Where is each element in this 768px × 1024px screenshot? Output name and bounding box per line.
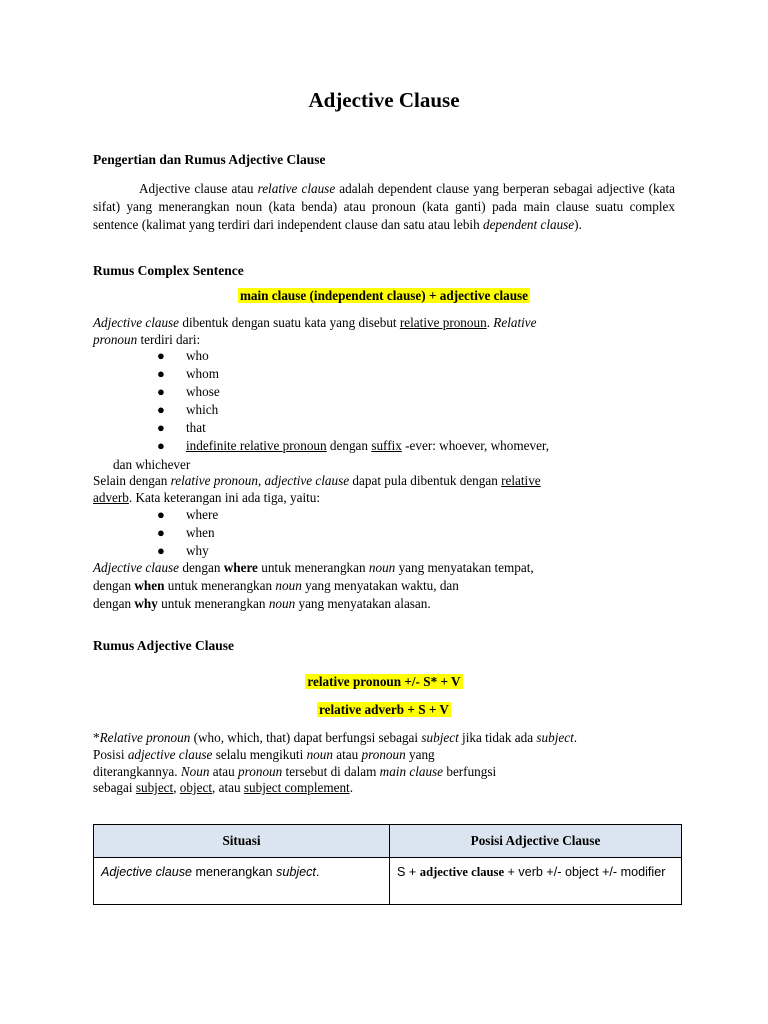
text: noun xyxy=(268,596,296,611)
text: adjective clause xyxy=(264,473,350,488)
table-row xyxy=(94,858,682,905)
intro-text: terdiri dari: xyxy=(137,332,201,347)
bullet-icon: ● xyxy=(157,543,165,558)
bullet-icon: ● xyxy=(157,348,165,363)
text: atau xyxy=(332,747,362,762)
note-line-4 xyxy=(93,779,353,797)
text: untuk menerangkan xyxy=(164,578,276,593)
bullet-icon: ● xyxy=(157,402,165,417)
page-title: Adjective Clause xyxy=(308,88,460,112)
text: Posisi xyxy=(93,747,128,762)
formula-relative-adverb: relative adverb + S + V xyxy=(319,702,449,717)
text: S + xyxy=(397,865,420,879)
list-item: who xyxy=(186,348,209,363)
intro-text: pronoun xyxy=(93,332,138,347)
text: main clause xyxy=(379,764,444,779)
text: relative pronoun xyxy=(170,473,258,488)
bullet-icon: ● xyxy=(157,438,165,453)
table-header-row xyxy=(94,825,682,858)
note-line-1 xyxy=(93,729,577,747)
bullet-icon: ● xyxy=(157,420,165,435)
text: dengan xyxy=(93,578,135,593)
text: , xyxy=(257,473,265,488)
table-header-situasi: Situasi xyxy=(94,825,390,858)
bullet-text: -ever: whoever, whomever, xyxy=(401,438,550,453)
relative-adverb-line-2 xyxy=(93,489,320,507)
bullet-icon: ● xyxy=(157,366,165,381)
intro-text: Adjective clause xyxy=(93,315,180,330)
list-item: that xyxy=(186,420,206,435)
relative-adverb-line-1 xyxy=(93,472,541,490)
section-heading-complex-sentence: Rumus Complex Sentence xyxy=(93,263,244,278)
text: untuk menerangkan xyxy=(157,596,269,611)
text: dengan xyxy=(93,596,135,611)
text: subject xyxy=(135,780,174,795)
text: adjective clause xyxy=(127,747,213,762)
text: Relative pronoun xyxy=(99,730,191,745)
list-item: where xyxy=(186,507,219,522)
paragraph-text-run: adalah dependent clause yang berperan sebagai adjective (kata sifat) yang menerangkan noun (kata benda) atau pronoun (kata ganti) pada main clause suatu complex sentence (kalimat yang terdiri dari independent clause dan satu atau lebih xyxy=(93,181,675,232)
text: yang menyatakan waktu, dan xyxy=(301,578,459,593)
intro-line-1 xyxy=(93,314,536,332)
text: . xyxy=(349,780,354,795)
table-cell-posisi xyxy=(390,858,682,905)
text: Noun xyxy=(180,764,210,779)
text: pronoun xyxy=(361,747,406,762)
intro-text: Relative xyxy=(493,315,537,330)
why-explanation xyxy=(93,595,431,613)
paragraph-text-run: ). xyxy=(574,217,582,232)
table-header-posisi: Posisi Adjective Clause xyxy=(390,825,682,858)
text: yang menyatakan tempat, xyxy=(395,560,534,575)
bullet-text: indefinite relative pronoun xyxy=(186,438,327,453)
paragraph-text-run: relative clause xyxy=(257,181,336,196)
section-heading-pengertian: Pengertian dan Rumus Adjective Clause xyxy=(93,152,326,167)
paragraph-text-run: dependent clause xyxy=(482,217,575,232)
bullet-text: dengan xyxy=(326,438,372,453)
text: . xyxy=(315,865,320,879)
text: why xyxy=(134,596,158,611)
text: noun xyxy=(306,747,333,762)
text: subject xyxy=(536,730,574,745)
text: subject xyxy=(276,865,316,879)
adjective-clause-position-table xyxy=(93,824,682,905)
intro-text: . xyxy=(486,315,494,330)
text: (who, which, that) dapat berfungsi sebagai xyxy=(190,730,422,745)
text: adjective clause xyxy=(419,865,505,879)
list-item: whose xyxy=(186,384,220,399)
section-heading-rumus-adjective-clause: Rumus Adjective Clause xyxy=(93,638,234,653)
list-item: whom xyxy=(186,366,219,381)
table-cell-situasi xyxy=(94,858,390,905)
text: , xyxy=(173,780,180,795)
intro-text: dibentuk dengan suatu kata yang disebut xyxy=(179,315,400,330)
text: . xyxy=(573,730,578,745)
text: menerangkan xyxy=(192,865,277,879)
text: noun xyxy=(368,560,396,575)
text: atau xyxy=(209,764,239,779)
text: berfungsi xyxy=(443,764,497,779)
text: untuk menerangkan xyxy=(257,560,369,575)
text: where xyxy=(223,560,258,575)
text: when xyxy=(134,578,165,593)
formula-relative-adverb-line xyxy=(0,701,768,719)
text: dapat pula dibentuk dengan xyxy=(349,473,502,488)
text: noun xyxy=(275,578,302,593)
complex-sentence-formula: main clause (independent clause) + adjective clause xyxy=(239,288,529,303)
definition-paragraph xyxy=(93,180,675,234)
text: Adjective clause xyxy=(93,560,180,575)
bullet-icon: ● xyxy=(157,507,165,522)
intro-line-2 xyxy=(93,331,200,349)
text: Selain dengan xyxy=(93,473,171,488)
note-line-2 xyxy=(93,746,435,764)
text: subject complement xyxy=(243,780,350,795)
text: + verb +/- object +/- modifier xyxy=(504,865,666,879)
complex-sentence-formula-line xyxy=(0,287,768,305)
list-item: when xyxy=(186,525,215,540)
list-item: which xyxy=(186,402,219,417)
text: yang menyatakan alasan. xyxy=(295,596,431,611)
text: , atau xyxy=(212,780,244,795)
relative-pronoun-term: relative pronoun xyxy=(399,315,487,330)
text: dengan xyxy=(179,560,224,575)
bullet-continuation: dan whichever xyxy=(113,457,191,472)
list-item: why xyxy=(186,543,209,558)
bullet-icon: ● xyxy=(157,525,165,540)
bullet-indefinite-relative-pronoun xyxy=(186,438,549,454)
text: tersebut di dalam xyxy=(282,764,380,779)
bullet-text: suffix xyxy=(371,438,402,453)
text: adverb xyxy=(93,490,129,505)
text: . Kata keterangan ini ada tiga, yaitu: xyxy=(128,490,321,505)
text: object xyxy=(179,780,213,795)
text: relative xyxy=(501,473,541,488)
where-explanation xyxy=(93,559,534,577)
when-explanation xyxy=(93,577,459,595)
text: Adjective clause xyxy=(101,865,193,879)
text: yang xyxy=(405,747,435,762)
text: selalu mengikuti xyxy=(212,747,307,762)
text: subject xyxy=(421,730,459,745)
bullet-icon: ● xyxy=(157,384,165,399)
text: diterangkannya. xyxy=(93,764,181,779)
formula-relative-pronoun: relative pronoun +/- S* + V xyxy=(307,674,461,689)
text: * xyxy=(93,730,100,745)
text: jika tidak ada xyxy=(458,730,537,745)
text: sebagai xyxy=(93,780,136,795)
text: pronoun xyxy=(238,764,283,779)
paragraph-text-run: Adjective clause atau xyxy=(139,181,258,196)
formula-relative-pronoun-line xyxy=(0,673,768,691)
